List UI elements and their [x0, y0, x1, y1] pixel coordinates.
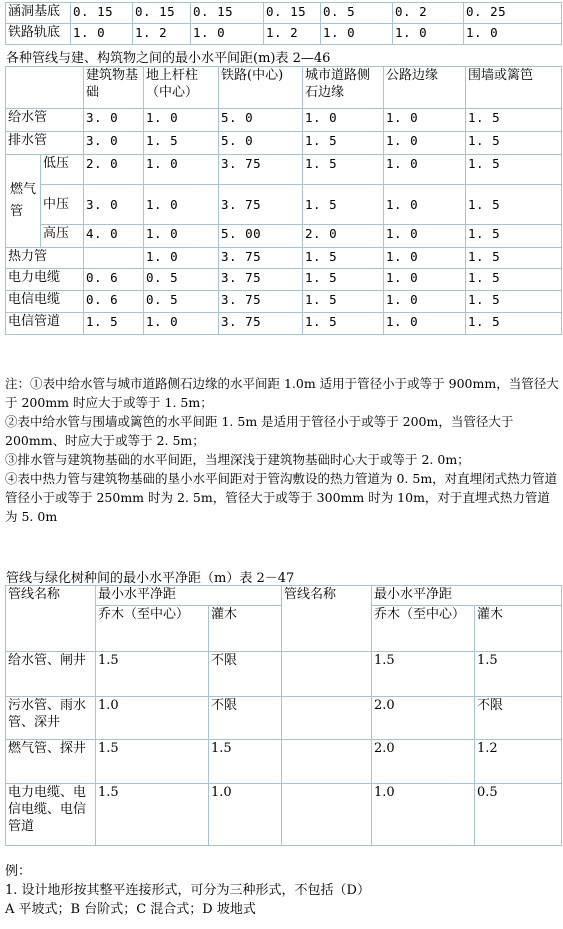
cell: 0. 2 [393, 3, 464, 24]
cell: 1. 5 [466, 155, 562, 185]
table-row [6, 697, 562, 740]
table-row [6, 109, 562, 132]
cell: 1.5 [209, 740, 282, 784]
row-label: 排水管 [6, 132, 84, 155]
cell: 1. 5 [303, 291, 384, 313]
cell: 1. 0 [384, 132, 466, 155]
cell: 3. 0 [84, 109, 144, 132]
row-label: 电信电缆 [6, 291, 84, 313]
header-cell: 乔木（至中心） [372, 606, 475, 652]
header-cell: 建筑物基础 [84, 67, 144, 109]
header-cell: 灌木 [209, 606, 282, 652]
cell: 1. 0 [384, 313, 466, 335]
cell: 1.5 [96, 784, 209, 846]
cell: 0. 5 [321, 3, 393, 24]
cell: 1.5 [372, 652, 475, 697]
row-label: 铁路轨底 [6, 24, 71, 45]
row-sublabel: 高压 [41, 225, 84, 248]
header-cell: 公路边缘 [384, 67, 466, 109]
cell: 2. 0 [84, 155, 144, 185]
example-question: 1. 设计地形按其整平连接形式，可分为三种形式，不包括（D） [5, 883, 370, 898]
cell: 1. 0 [384, 225, 466, 248]
table-row [6, 248, 562, 269]
header-cell: 地上杆柱（中心） [144, 67, 219, 109]
cell: 0. 15 [264, 3, 321, 24]
header-blank [6, 67, 84, 109]
note-3: ③排水管与建筑物基础的水平间距，当埋深浅于建筑物基础时心大于或等于 2. 0m； [5, 452, 470, 467]
cell: 1. 5 [303, 313, 384, 335]
cell: 0. 15 [191, 3, 264, 24]
cell: 1. 0 [464, 24, 562, 45]
cell: 2.0 [372, 697, 475, 740]
cell: 1. 0 [384, 109, 466, 132]
cell [84, 248, 144, 269]
example-section [5, 862, 561, 919]
cell: 1. 0 [393, 24, 464, 45]
row-label [282, 740, 372, 784]
cell: 1.0 [372, 784, 475, 846]
cell: 1. 5 [466, 248, 562, 269]
cell: 0. 5 [144, 269, 219, 291]
cell: 1.5 [475, 652, 562, 697]
cell: 0. 15 [133, 3, 191, 24]
table-row [6, 132, 562, 155]
cell: 1. 5 [84, 313, 144, 335]
cell: 不限 [209, 697, 282, 740]
table-row [6, 740, 562, 784]
cell: 1.5 [96, 652, 209, 697]
header-cell: 管线名称 [282, 586, 372, 652]
cell: 1. 0 [144, 225, 219, 248]
cell: 1. 0 [144, 109, 219, 132]
cell: 1. 0 [191, 24, 264, 45]
cell: 1. 0 [384, 291, 466, 313]
cell: 1. 0 [303, 109, 384, 132]
cell: 1. 5 [466, 225, 562, 248]
cell: 1. 2 [133, 24, 191, 45]
cell: 1. 5 [144, 132, 219, 155]
table-row [6, 784, 562, 846]
row-label: 电力电缆 [6, 269, 84, 291]
cell: 1. 0 [144, 185, 219, 225]
cell: 1. 5 [466, 109, 562, 132]
table-row [6, 291, 562, 313]
table-row [6, 155, 562, 185]
cell: 1. 5 [303, 155, 384, 185]
cell: 1.2 [475, 740, 562, 784]
cell: 2.0 [372, 740, 475, 784]
header-cell: 乔木（至中心） [96, 606, 209, 652]
cell: 5. 0 [219, 132, 303, 155]
cell: 2. 0 [303, 225, 384, 248]
table-row [6, 185, 562, 225]
cell: 1. 0 [384, 185, 466, 225]
cell: 4. 0 [84, 225, 144, 248]
cell: 不限 [475, 697, 562, 740]
table-row [6, 24, 562, 45]
cell: 1. 5 [466, 269, 562, 291]
table-row [6, 3, 562, 24]
row-label [282, 652, 372, 697]
cell: 1. 5 [303, 132, 384, 155]
cell: 1. 0 [384, 248, 466, 269]
row-label: 热力管 [6, 248, 84, 269]
example-options: A 平坡式；B 台阶式；C 混合式；D 坡地式 [5, 902, 256, 917]
row-label: 给水管 [6, 109, 84, 132]
cell: 3. 75 [219, 291, 303, 313]
header-row [6, 67, 562, 109]
cell: 0. 25 [464, 3, 562, 24]
header-cell: 城市道路侧石边缘 [303, 67, 384, 109]
cell: 1. 0 [71, 24, 133, 45]
cell: 1. 2 [264, 24, 321, 45]
table-row [6, 225, 562, 248]
row-label: 电信管道 [6, 313, 84, 335]
row-label: 给水管、闸井 [6, 652, 96, 697]
cell: 1. 5 [303, 248, 384, 269]
cell: 5. 0 [219, 109, 303, 132]
cell: 0. 6 [84, 291, 144, 313]
cell: 1. 5 [303, 185, 384, 225]
note-2: ②表中给水管与围墙或篱笆的水平间距 1. 5m 是适用于管径小于或等于 200m，当管径大于 200mm、时应大于或等于 2. 5m； [5, 414, 514, 448]
row-sublabel: 中压 [41, 185, 84, 225]
cell: 3. 75 [219, 269, 303, 291]
cell: 3. 75 [219, 248, 303, 269]
row-label [282, 784, 372, 846]
header-cell: 管线名称 [6, 586, 96, 652]
table-caption: 管线与绿化树种间的最小水平净距（m）表 2－47 [6, 571, 295, 586]
row-label: 涵洞基底 [6, 3, 71, 24]
table-row [6, 652, 562, 697]
top-partial-table [5, 2, 562, 45]
cell: 1.0 [96, 697, 209, 740]
cell: 1. 5 [466, 185, 562, 225]
header-cell: 围墙或篱笆 [466, 67, 562, 109]
cell: 3. 75 [219, 313, 303, 335]
cell: 3. 75 [219, 185, 303, 225]
gas-pipe-label: 燃气管 [6, 155, 41, 248]
cell: 1. 5 [303, 269, 384, 291]
cell: 1. 0 [144, 313, 219, 335]
notes-section [5, 374, 561, 526]
cell: 1. 5 [466, 291, 562, 313]
cell: 1. 0 [384, 155, 466, 185]
cell: 1. 0 [321, 24, 393, 45]
table-row [6, 313, 562, 335]
cell: 1. 0 [144, 155, 219, 185]
cell: 1.0 [209, 784, 282, 846]
green-tree-distance-table [5, 585, 562, 846]
cell: 3. 75 [219, 155, 303, 185]
row-label: 污水管、雨水管、深井 [6, 697, 96, 740]
row-sublabel: 低压 [41, 155, 84, 185]
cell: 1. 5 [466, 313, 562, 335]
cell: 0.5 [475, 784, 562, 846]
row-label [282, 697, 372, 740]
cell: 1.5 [96, 740, 209, 784]
table-caption: 各种管线与建、构筑物之间的最小水平间距(m)表 2—46 [6, 51, 331, 66]
row-label: 电力电缆、电信电缆、电信管道 [6, 784, 96, 846]
example-title: 例： [5, 864, 32, 879]
note-4: ④表中热力管与建筑物基础的垦小水平间距对于管沟敷设的热力管道为 0. 5m，对直埋闭式热力管道管径小于或等于 250mm 时为 2. 5m，管径大于或等于 300mm 时为 10m，对于直埋式热力管道为 5. 0m [5, 471, 558, 524]
header-cell: 铁路(中心) [219, 67, 303, 109]
header-cell: 最小水平净距 [372, 586, 562, 606]
cell: 3. 0 [84, 185, 144, 225]
note-1: 注：①表中给水管与城市道路侧石边缘的水平间距 1.0m 适用于管径小于或等于 900mm，当管径大于 200mm 时应大于或等于 1. 5m； [5, 376, 559, 410]
table-row [6, 269, 562, 291]
cell: 3. 0 [84, 132, 144, 155]
cell: 1. 0 [384, 269, 466, 291]
cell: 1. 0 [144, 248, 219, 269]
pipeline-distance-table [5, 66, 562, 335]
header-row [6, 586, 562, 606]
cell: 1. 5 [466, 132, 562, 155]
row-label: 燃气管、探井 [6, 740, 96, 784]
cell: 不限 [209, 652, 282, 697]
header-cell: 灌木 [475, 606, 562, 652]
cell: 0. 15 [71, 3, 133, 24]
cell: 5. 00 [219, 225, 303, 248]
header-cell: 最小水平净距 [96, 586, 282, 606]
cell: 0. 5 [144, 291, 219, 313]
cell: 0. 6 [84, 269, 144, 291]
